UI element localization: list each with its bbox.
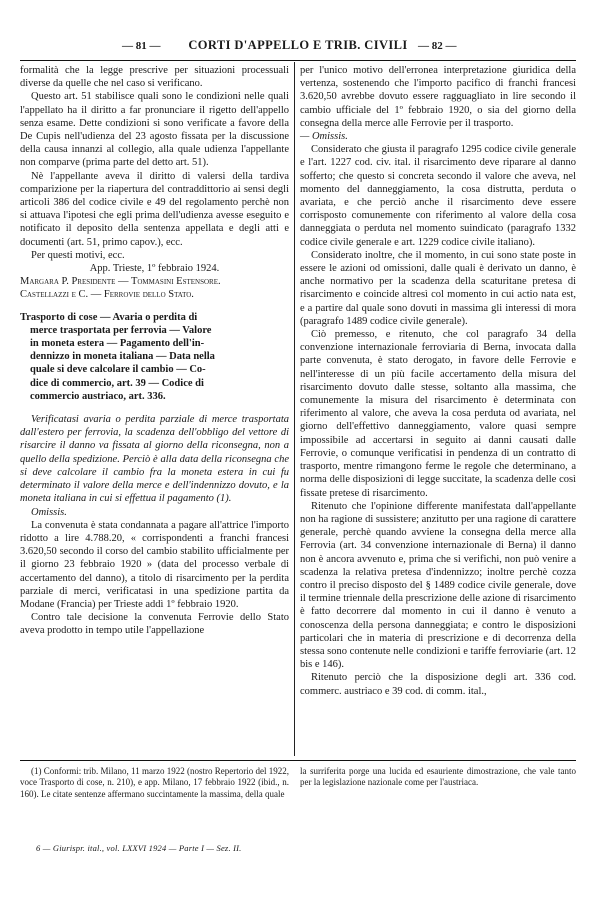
paragraph: Nè l'appellante aveva il diritto di valersi della tardiva comparizione per la riapertura del contraddittorio ai sensi degli articoli 386 del codice civile e 49 del regolamento perchè non si attuava l'ipotesi che egli prima dell'udienza avesse eseguito e notificato il deposito della sentenza appellata e degli atti e documenti (art. 51, primo capov.), ecc. [20, 170, 289, 248]
paragraph: La convenuta è stata condannata a pagare all'attrice l'importo ridotto a lire 4.788.20, « corrispondenti a franchi francesi 3.620,50 secondo il corso del cambio stabilito ufficialmente per il giorno 23 febbraio 1920 » (data del processo verbale di accertamento del danno), a titolo di risarcimento per la perdita parziale di merci, verificatasi in una spedizione partita da Modane (Francia) per Trieste addì 1º febbraio 1920. [20, 519, 289, 610]
heading-line: in moneta estera — Pagamento dell'in- [30, 338, 205, 350]
header-title: CORTI D'APPELLO E TRIB. CIVILI [188, 38, 408, 52]
paragraph: Ritenuto che l'opinione differente manifestata dall'appellante non ha ragione di sussistere; anzitutto per una ragione di carattere generale, perchè quando avviene la consegna della merce alla Ferrovia (art. 34 convenzione internazionale di Berna) il danno non è ancora avvenuto e, prima che si verifichi, non può venire a scadenza la relativa pretesa d'indennizzo; inoltre perchè cozza contro il preciso disposto del § 1489 codice civile generale, dove il termine triennale della prescrizione delle azione di risarcimento è fatto decorrere dal momento in cui il danno è venuto a conoscenza della persona danneggiata; e contro le disposizioni particolari che in materia di prescrizione e di decorrenza della stessa sono contenute nelle condizioni e tariffe ferroviarie (art. 12 bis e 146). [300, 500, 576, 671]
omissis: — Omissis. [300, 131, 348, 143]
subject-headings [20, 311, 289, 403]
closing-formula: Per questi motivi, ecc. [31, 249, 125, 261]
heading-line: dice di commercio, art. 39 — Codice di [30, 377, 204, 389]
header-rule [20, 60, 576, 61]
footnote-rule [20, 760, 576, 761]
parties-line: Castellazzi e C. — Ferrovie dello Stato. [20, 289, 194, 301]
right-column [300, 64, 576, 698]
paragraph: Ciò premesso, e ritenuto, che col paragrafo 34 della convenzione internazionale ferroviaria di Berna, invocata dalla parte convenuta, è stato derogato, in favore delle Ferrovie e nell'interesse di un più facile accertamento della misura del risarcimento dovuto dalle stesse, soltanto alla massima, che comunemente la misura del risarcimento è determinata con riferimento al valore, che aveva la cosa perduta od avariata, nel giorno dell'effettivo danneggiamento, valore quasi sempre impossibile ad accertarsi in seguito ai danni causati dalle Ferrovie, o comunque verificatisi in pendenza di un contratto di trasporto, mentre rimangono ferme le regole che determinano, a norma delle disposizioni di legge succitate, la scadenza delle così fissate pretese di risarcimento. [300, 329, 576, 499]
paragraph: formalità che la legge prescrive per situazioni processuali diverse da quelle che nel caso si verificano. [20, 65, 289, 90]
judges-line: Margara P. Presidente — Tommasini Estensore. [20, 276, 221, 288]
legal-maxim: Verificatasi avaria o perdita parziale di merce trasportata dall'estero per ferrovia, la scadenza dell'obbligo del vettore di risarcire il danno va fissata al giorno della riconsegna, non a quello della spedizione. Perciò è alla data della riconsegna che si deve calcolare il cambio fra la moneta estera in cui fu determinato il valore della merce e dell'indennizzo dovuto, e la moneta italiana in cui si effettua il pagamento (1). [20, 414, 289, 505]
heading-line: dennizzo in moneta italiana — Data nella [30, 351, 215, 363]
heading-line: commercio austriaco, art. 336. [30, 390, 166, 402]
page-footer: 6 — Giurispr. ital., vol. LXXVI 1924 — Parte I — Sez. II. [36, 843, 242, 853]
heading-line: Trasporto di cose — Avaria o perdita di [20, 311, 198, 323]
paragraph: Considerato che giusta il paragrafo 1295 codice civile generale e l'art. 1227 cod. civ. ital. il risarcimento deve riparare al danno sofferto; che questo si concreta secondo il valore che aveva, nel momento del danneggiamento, la cosa distrutta, perduta o avariata, e che perciò anche il risarcimento deve essere corrisposto comunemente con riferimento al valore della cosa danneggiata o perduta nel momento suindicato (paragrafo 1332 codice civile generale e art. 1229 codice civile italiano). [300, 144, 576, 248]
heading-line: quale si deve calcolare il cambio — Co- [30, 364, 206, 376]
page-number-left: — 81 — [122, 40, 161, 52]
paragraph: Questo art. 51 stabilisce quali sono le condizioni nelle quali l'appellato ha il diritto a far pronunciare il rigetto dell'appello senza esame. Dette condizioni si sono verificate a favore della De Cupis nell'udienza del 23 agosto fissata per la discussione della causa innanzi al collegio, alla quale udienza l'appellante non comparve (prima parte del detto art. 51). [20, 91, 289, 169]
page-number-right: — 82 — [418, 40, 457, 52]
heading-line: merce trasportata per ferrovia — Valore [30, 324, 212, 336]
paragraph: Contro tale decisione la convenuta Ferrovie dello Stato aveva prodotto in tempo utile l'appellazione [20, 612, 289, 637]
paragraph: Ritenuto perciò che la disposizione degli art. 336 cod. commerc. austriaco e 39 cod. di comm. ital., [300, 672, 576, 697]
footnote-text: (1) Conformi: trib. Milano, 11 marzo 1922 (nostro Repertorio del 1922, voce Trasporto di cose, n. 210), e app. Milano, 17 febbraio 1922 (ibid., n. 160). Le citate sentenze affermano succintamente la massima, della quale [20, 766, 289, 799]
paragraph: Considerato inoltre, che il momento, in cui sono state poste in essere le azioni od omissioni, dalle quali è derivato un danno, è anche normativo per la scadenza della scaturitane pretesa di risarcimento e coincide altresì col momento in cui actio nata est, e a partire dal quale sono dovuti in massima gli interessi di mora (paragrafo 1489 codice civile generale). [300, 249, 576, 327]
left-column [20, 64, 289, 638]
case-title: App. Trieste, 1º febbraio 1924. [89, 263, 220, 275]
column-divider [294, 62, 295, 756]
omissis: Omissis. [31, 506, 67, 518]
footnote-text: la surriferita porge una lucida ed esauriente dimostrazione, che vale tanto per la legislazione nazionale come per l'austriaca. [300, 766, 576, 788]
footnote-left [20, 766, 289, 800]
footnote-right [300, 766, 576, 789]
running-header [20, 38, 576, 58]
paragraph: per l'unico motivo dell'erronea interpretazione giuridica della vertenza, sostenendo che l'importo pacifico di franchi francesi 3.620,50 avrebbe dovuto essere ragguagliato in lire secondo il cambio ufficiale del 1º febbraio 1920, o sia del giorno della consegna della merce alle Ferrovie per il trasporto. [300, 65, 576, 129]
